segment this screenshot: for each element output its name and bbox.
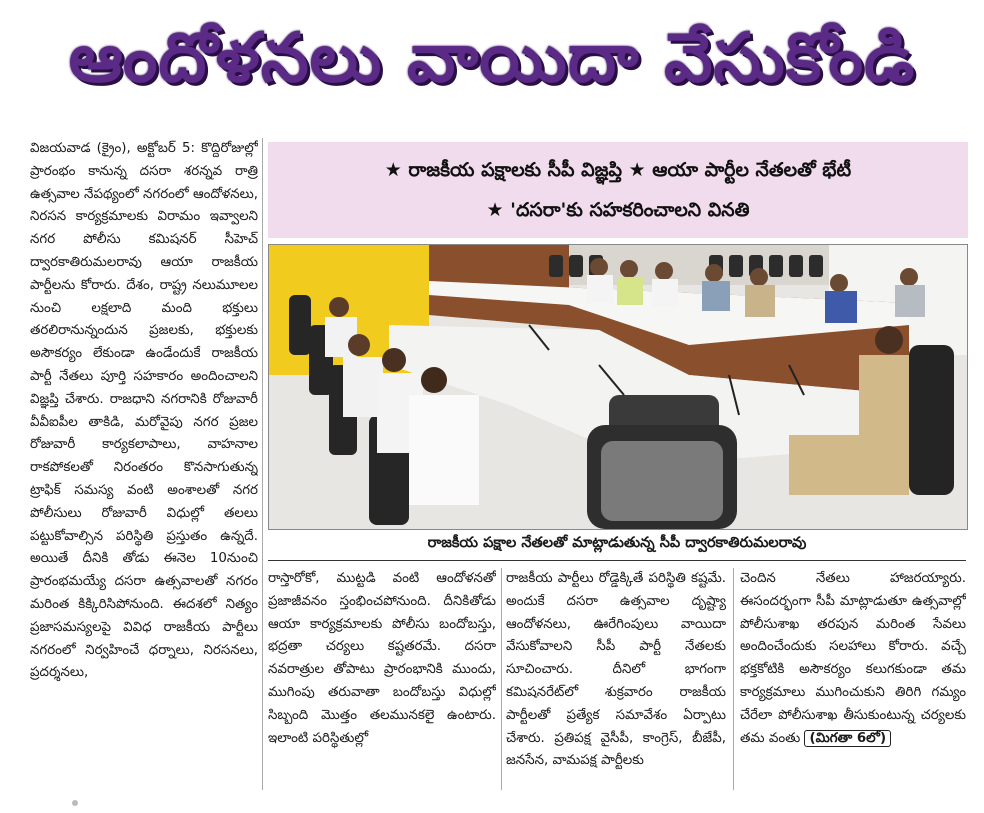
continued-on-page-link[interactable]: (మిగతా 6లో) bbox=[804, 730, 891, 747]
meeting-photo-illustration bbox=[269, 245, 967, 529]
meeting-photo bbox=[268, 244, 968, 530]
article-column-1: విజయవాడ (క్రైం), అక్టోబర్ 5: కొద్దిరోజుల్లో ప్రారంభం కానున్న దసరా శరన్నవ రాత్రి ఉత్సవాల నేపథ్యంలో నగరంలో ఆందోళనలు, నిరసన కార్యక్రమాలకు విరామం ఇవ్వాలని నగర పోలీసు కమిషనర్ సీహెచ్ ద్వారకాతిరుమలరావు ఆయా రాజకీయ పార్టీలను కోరారు. దేశం, రాష్ట్ర నలుమూలల నుంచి లక్షలాది మంది భక్తులు తరలిరానున్నందున ప్రజలకు, భక్తులకు అసౌకర్యం లేకుండా ఉండేందుకే రాజకీయ పార్టీ నేతలు పూర్తి సహకారం అందించాలని విజ్ఞప్తి చేశారు. రాజధాని నగరానికి రోజువారీ వీవీఐపీల తాకిడి, మరోవైపు నగర ప్రజల రోజువారీ కార్యకలాపాలు, వాహనాల రాకపోకలతో నిరంతరం కొనసాగుతున్న ట్రాఫిక్ సమస్య వంటి అంశాలతో నగర పోలీసులు రోజువారీ విధుల్లో తలలు పట్టుకోవాల్సిన పరిస్థితి ప్రస్తుతం ఉన్నదే. అయితే దీనికి తోడు ఈనెల 10నుంచి ప్రారంభమయ్యే దసరా ఉత్సవాలతో నగరం మరింత కిక్కిరిసిపోనుంది. ఈదశలో నిత్యం ప్రజాసమస్యలపై వివిధ రాజకీయ పార్టీలు నగరంలో నిర్వహించే ధర్నాలు, నిరసనలు, ప్రదర్శనలు, bbox=[30, 141, 258, 681]
article-column-4 bbox=[740, 568, 966, 798]
column-divider bbox=[262, 138, 263, 790]
subheadline-line-2: ★ 'దసరా'కు సహకరించాలని వినతి bbox=[486, 199, 750, 221]
subheadline-line-1: ★ రాజకీయ పక్షాలకు సీపీ విజ్ఞప్తి ★ ఆయా పార్టీల నేతలతో భేటీ bbox=[384, 159, 852, 181]
column-divider bbox=[501, 568, 502, 790]
article-column-3: రాజకీయ పార్టీలు రోడ్డెక్కితే పరిస్థితి కష్టమే. అందుకే దసరా ఉత్సవాల దృష్ట్యా ఆందోళనలు, ఊరేగింపులు వాయిదా వేసుకోవాలని సీపీ పార్టీ నేతలకు సూచించారు. దీనిలో భాగంగా కమిషనరేట్‌లో శుక్రవారం రాజకీయ పార్టీలతో ప్రత్యేక సమావేశం ఏర్పాటు చేశారు. ప్రతిపక్ష వైసీపీ, కాంగ్రెస్, బీజేపీ, జనసేన, వామపక్ష పార్టీలకు bbox=[506, 571, 726, 769]
subheadline-box bbox=[268, 142, 968, 238]
article-column-4-text: చెందిన నేతలు హాజరయ్యారు. ఈసందర్భంగా సీపీ మాట్లాడుతూ ఉత్సవాల్లో పోలీసుశాఖ తరపున మరింత సేవలు అందించేందుకు సలహాలు కోరారు. వచ్చే భక్తకోటికి అసౌకర్యం కలుగకుండా తమ కార్యక్రమాలు ముగించుకుని తిరిగి గమ్యం చేరేలా పోలీసుశాఖ తీసుకుంటున్న చర్యలకు తమ వంతు bbox=[740, 571, 966, 746]
column-divider bbox=[733, 568, 734, 790]
page-dot bbox=[72, 800, 78, 806]
photo-caption: రాజకీయ పక్షాల నేతలతో మాట్లాడుతున్న సీపీ ద్వారకాతిరుమలరావు bbox=[268, 530, 966, 561]
article-column-2: రాస్తారోకో, ముట్టడి వంటి ఆందోళనతో ప్రజాజీవనం స్తంభించపోనుంది. దీనికితోడు ఆయా కార్యక్రమాలకు పోలీసు బందోబస్తు, భద్రతా చర్యలు కష్టతరమే. దసరా నవరాత్రుల తోపాటు ప్రారంభానికి ముందు, ముగింపు తరువాతా బందోబస్తు విధుల్లో సిబ్బంది మొత్తం తలమునకలై ఉంటారు. ఇలాంటి పరిస్థితుల్లో bbox=[268, 571, 496, 746]
office-chair bbox=[587, 395, 737, 529]
headline: ఆందోళనలు వాయిదా వేసుకోండి bbox=[68, 18, 916, 98]
